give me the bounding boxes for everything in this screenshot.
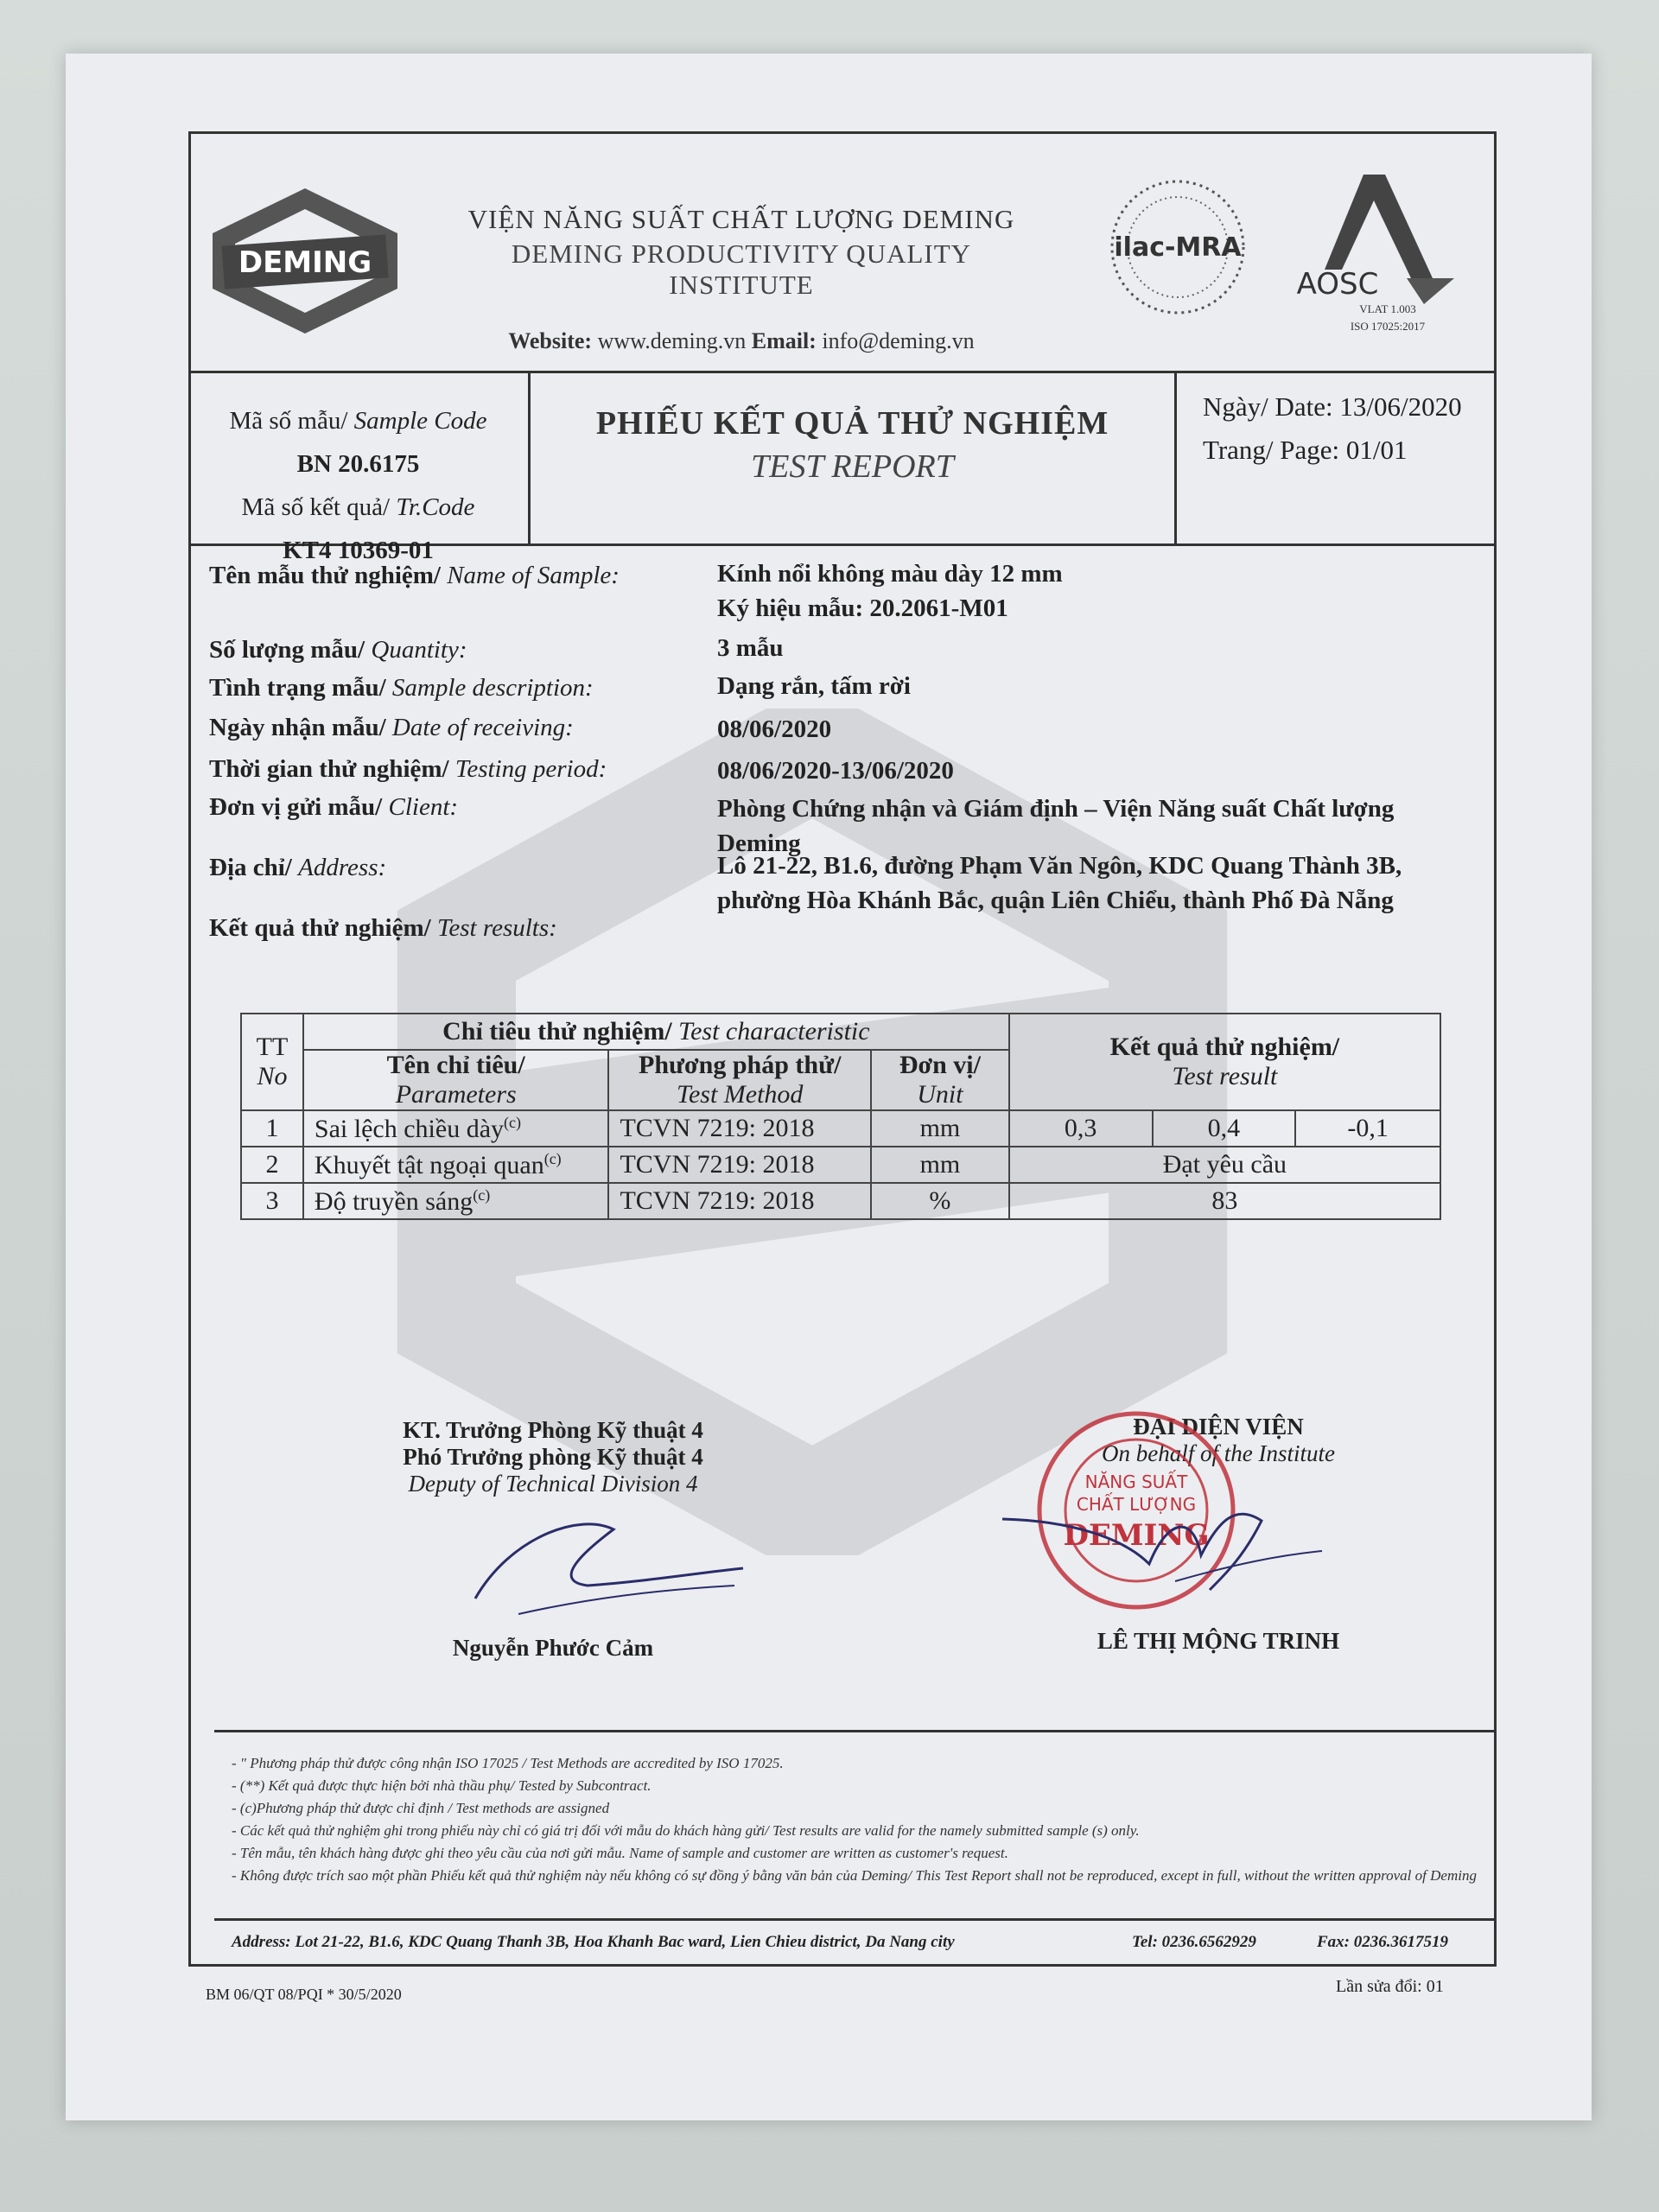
- note-line: - Không được trích sao một phần Phiếu kết quả thử nghiệm này nếu không có sự đồng ý bằng văn bản của Deming/ This Test Report shall not be reproduced, except in full, without the written approval of Deming: [232, 1867, 1477, 1884]
- report-header: [188, 131, 1497, 373]
- report-date: 13/06/2020: [1339, 391, 1462, 422]
- ilac-text: ilac-MRA: [1114, 232, 1242, 263]
- page-label: Trang/ Page:: [1203, 435, 1340, 465]
- left-signer: Nguyễn Phước Cảm: [452, 1635, 654, 1661]
- meta-block: [1177, 373, 1497, 543]
- client-label-en: Client:: [388, 793, 459, 821]
- client-label-vn: Đơn vị gửi mẫu/: [209, 793, 383, 821]
- form-code: BM 06/QT 08/PQI * 30/5/2020: [206, 1986, 402, 2003]
- codes-block: [188, 373, 531, 564]
- table-row: 1 Sai lệch chiều dày$^{(c)}$ TCVN 7219: 2018 mm 0,3 0,4 -0,1: [241, 1110, 1440, 1147]
- institute-name-vn: VIỆN NĂNG SUẤT CHẤT LƯỢNG DEMING: [467, 204, 1015, 234]
- name-label-vn: Tên mẫu thử nghiệm/: [209, 562, 441, 589]
- contact-line: [448, 328, 1035, 354]
- stamp-text-2: CHẤT LƯỢNG: [1076, 1494, 1197, 1515]
- website-label: Website:: [508, 328, 593, 353]
- footnotes: [232, 1752, 1493, 1887]
- report-title-en: TEST REPORT: [751, 448, 954, 485]
- sample-code-label-en: Sample Code: [353, 407, 487, 435]
- results-label-vn: Kết quả thử nghiệm/: [209, 914, 431, 942]
- recv-label-vn: Ngày nhận mẫu/: [209, 714, 386, 741]
- header-unit: Đơn vị/ Unit: [871, 1050, 1009, 1110]
- addr-label-vn: Địa chỉ/: [209, 854, 292, 881]
- header-result: Kết quả thử nghiệm/ Test result: [1009, 1014, 1440, 1110]
- sample-name: Kính nổi không màu dày 12 mm: [717, 560, 1063, 588]
- header-method: Phương pháp thử/ Test Method: [608, 1050, 871, 1110]
- title-block: [531, 373, 1177, 543]
- receiving-date: 08/06/2020: [717, 715, 832, 743]
- footer-tel: Tel: 0236.6562929: [1132, 1933, 1256, 1951]
- left-signature-icon: [458, 1503, 752, 1624]
- header-characteristic: Chỉ tiêu thử nghiệm/ Test characteristic: [303, 1014, 1009, 1050]
- right-signer: LÊ THỊ MỘNG TRINH: [1096, 1628, 1340, 1654]
- sample-code-label-vn: Mã số mẫu/: [229, 407, 348, 435]
- header-parameters: Tên chỉ tiêu/ Parameters: [303, 1050, 609, 1110]
- client-address: Lô 21-22, B1.6, đường Phạm Văn Ngôn, KDC Quang Thành 3B, phường Hòa Khánh Bắc, quận Liên Chiểu, thành Phố Đà Nẵng: [717, 852, 1402, 914]
- addr-label-en: Address:: [298, 854, 387, 881]
- right-signature-icon: [1002, 1486, 1331, 1607]
- table-row: 3 Độ truyền sáng$^{(c)}$ TCVN 7219: 2018 % 83: [241, 1183, 1440, 1219]
- results-table: [240, 1013, 1441, 1220]
- email-link[interactable]: info@deming.vn: [822, 328, 975, 353]
- note-line: - Các kết quả thử nghiệm ghi trong phiếu này chỉ có giá trị đối với mẫu do khách hàng gửi/ Test results are valid for the namely submitted sample (s) only.: [232, 1822, 1140, 1839]
- page-number: 01/01: [1345, 435, 1408, 465]
- qty-label-en: Quantity:: [371, 636, 467, 664]
- recv-label-en: Date of receiving:: [391, 714, 574, 741]
- state-label-en: Sample description:: [391, 674, 594, 702]
- aosc-iso: ISO 17025:2017: [1350, 320, 1426, 333]
- website-link[interactable]: www.deming.vn: [597, 328, 747, 353]
- report-title-vn: PHIẾU KẾT QUẢ THỬ NGHIỆM: [595, 405, 1109, 442]
- results-label-en: Test results:: [436, 914, 557, 942]
- period-label-vn: Thời gian thử nghiệm/: [209, 755, 449, 783]
- logo-text: DEMING: [238, 245, 372, 280]
- tr-code-label-vn: Mã số kết quả/: [241, 493, 391, 521]
- note-line: - (**) Kết quả được thực hiện bởi nhà thầu phụ/ Tested by Subcontract.: [232, 1777, 652, 1794]
- deming-logo-icon: [206, 183, 404, 339]
- sample-code: BN 20.6175: [296, 450, 420, 478]
- aosc-text: AOSC: [1296, 267, 1379, 302]
- footer-fax: Fax: 0236.3617519: [1317, 1933, 1448, 1951]
- left-sign-title-3: Deputy of Technical Division 4: [408, 1471, 698, 1497]
- note-line: - Tên mẫu, tên khách hàng được ghi theo yêu cầu của nơi gửi mẫu. Name of sample and customer are written as customer's request.: [232, 1845, 1008, 1861]
- period-label-en: Testing period:: [454, 755, 607, 783]
- title-band: [188, 373, 1497, 564]
- aosc-code: VLAT 1.003: [1359, 302, 1416, 315]
- revision-number: Lần sửa đổi: 01: [1336, 1977, 1444, 1996]
- header-tt: TT No: [241, 1014, 303, 1110]
- stamp-text-3: DEMING: [1063, 1518, 1210, 1553]
- testing-period: 08/06/2020-13/06/2020: [717, 757, 954, 785]
- right-sign-title-1: ĐẠI DIỆN VIỆN: [1133, 1414, 1304, 1440]
- ilac-mra-logo-icon: [1104, 169, 1251, 325]
- footer-address: Address: Lot 21-22, B1.6, KDC Quang Thanh 3B, Hoa Khanh Bac ward, Lien Chieu district, Da Nang city: [232, 1933, 955, 1951]
- institute-name-en: DEMING PRODUCTIVITY QUALITY INSTITUTE: [511, 238, 972, 300]
- sample-description: Dạng rắn, tấm rời: [717, 672, 911, 700]
- state-label-vn: Tình trạng mẫu/: [209, 674, 386, 702]
- aosc-logo-icon: [1277, 166, 1459, 339]
- table-row: 2 Khuyết tật ngoại quan$^{(c)}$ TCVN 7219: 2018 mm Đạt yêu cầu: [241, 1147, 1440, 1183]
- stamp-text-1: NĂNG SUẤT: [1084, 1471, 1188, 1492]
- right-sign-title-2: On behalf of the Institute: [1102, 1440, 1335, 1466]
- tr-code: KT4 10369-01: [283, 537, 434, 564]
- left-sign-title-2: Phó Trưởng phòng Kỹ thuật 4: [403, 1444, 703, 1470]
- client-name: Phòng Chứng nhận và Giám định – Viện Năng suất Chất lượng Deming: [717, 795, 1395, 857]
- tr-code-label-en: Tr.Code: [396, 493, 475, 521]
- email-label: Email:: [751, 328, 817, 353]
- date-label: Ngày/ Date:: [1203, 391, 1333, 422]
- sample-symbol: Ký hiệu mẫu: 20.2061-M01: [717, 594, 1008, 622]
- qty-label-vn: Số lượng mẫu/: [209, 636, 365, 664]
- left-sign-title-1: KT. Trưởng Phòng Kỹ thuật 4: [403, 1417, 703, 1443]
- sample-quantity: 3 mẫu: [717, 634, 784, 662]
- footer-bar: [214, 1918, 1497, 1967]
- left-signature-block: [328, 1417, 778, 1497]
- name-label-en: Name of Sample:: [447, 562, 620, 589]
- notes-divider: [214, 1730, 1497, 1732]
- note-line: - " Phương pháp thử được công nhận ISO 17025 / Test Methods are accredited by ISO 17025.: [232, 1755, 784, 1771]
- note-line: - (c)Phương pháp thử được chỉ định / Test methods are assigned: [232, 1800, 610, 1816]
